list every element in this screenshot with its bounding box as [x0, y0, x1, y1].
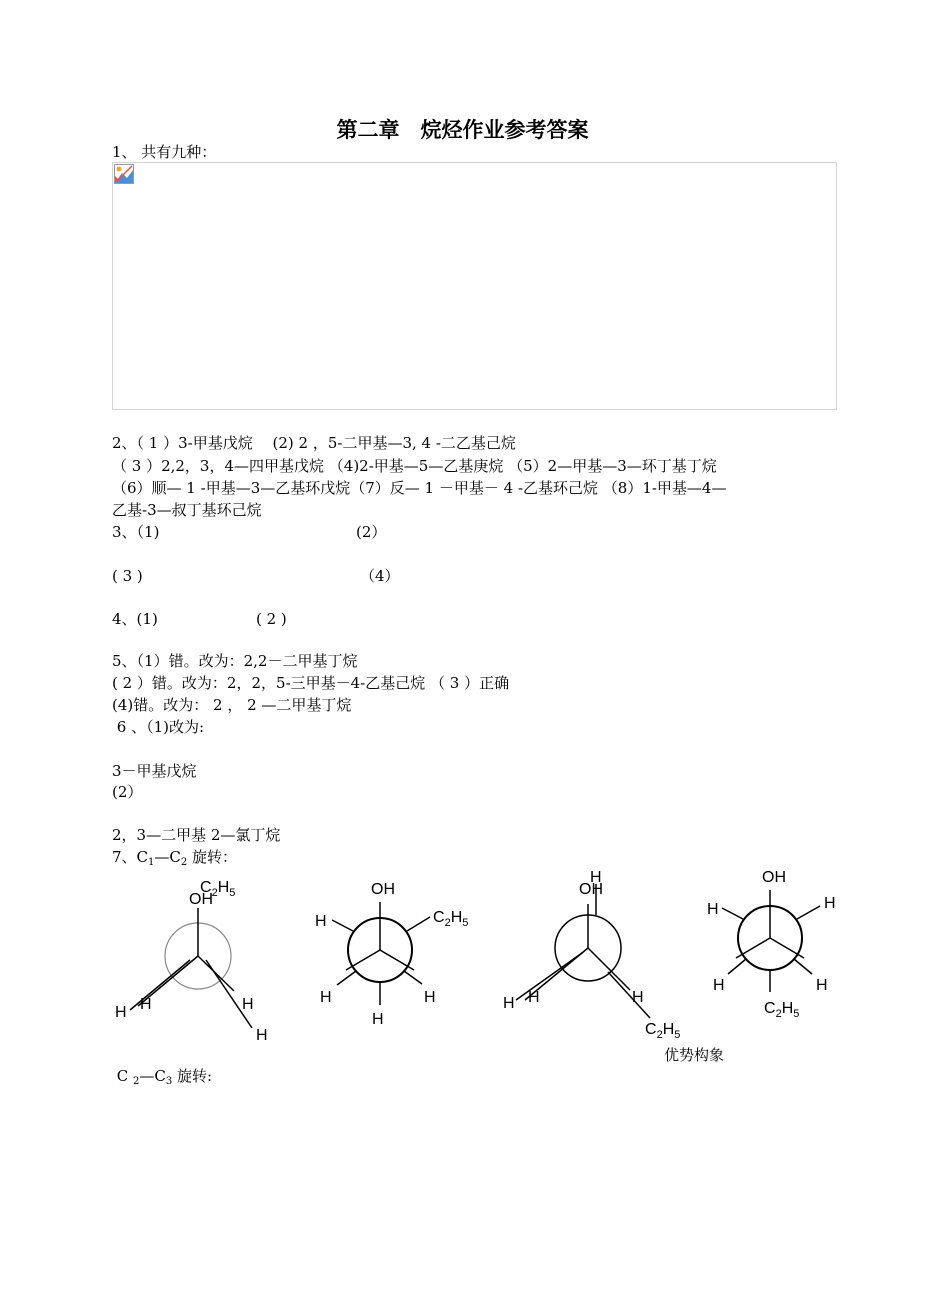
label-ethyl: $C_2H_5$ [645, 1021, 681, 1041]
question-4-item-1: 4、(1) [112, 610, 158, 628]
preferred-conformation-caption: 优势构象 [664, 1046, 725, 1064]
broken-image-icon [114, 164, 134, 184]
label-h: H [632, 989, 644, 1006]
question-5-line-2: ( 2 ）错。改为：2，2，5-三甲基－4-乙基己烷 （ 3 ）正确 [112, 674, 510, 692]
label-h: H [707, 901, 719, 918]
question-2-line-2: （ 3 ）2,2，3，4—四甲基戊烷 （4)2-甲基—5—乙基庚烷 （5）2—甲基—3—环丁基丁烷 [112, 457, 717, 475]
label-ethyl: $C_2H_5$ [764, 1000, 800, 1020]
label-oh: OH [371, 881, 395, 898]
question-6-line-2: 3－甲基戊烷 [112, 762, 197, 780]
question-3-item-2: (2） [356, 523, 387, 541]
question-3-item-1: 3、（1) [112, 523, 160, 541]
question-6-line-1: 6 、（1)改为: [112, 718, 205, 736]
structures-image-placeholder [112, 162, 837, 410]
label-h: H [372, 1011, 384, 1028]
question-5-line-3: (4)错。改为： 2 ， 2 —二甲基丁烷 [112, 696, 352, 714]
label-oh: OH [762, 869, 786, 886]
question-2-line-4: 乙基-3—叔丁基环己烷 [112, 501, 262, 519]
question-2-line-3: （6）顺— 1 -甲基—3—乙基环戊烷（7）反— 1 －甲基－ 4 -乙基环己烷 （8）1-甲基—4— [112, 479, 727, 497]
label-ethyl: $C_2H_5$ [433, 909, 469, 929]
question-3-item-3: ( 3 ) [112, 567, 143, 585]
question-2-line-1: 2、（ 1 ）3-甲基戊烷 (2) 2 ，5-二甲基—3, 4 -二乙基己烷 [112, 434, 516, 452]
label-h: H [315, 913, 327, 930]
label-ethyl: $C_2H_5$ [200, 879, 236, 899]
question-7-heading: 7、$C_1—C_2$ 旋转： [112, 848, 238, 868]
newman-projection-4 [707, 869, 836, 1020]
label-h: H [590, 869, 602, 886]
label-h: H [320, 989, 332, 1006]
question-6-line-4: 2，3—二甲基 2—氯丁烷 [112, 826, 281, 844]
question-4-item-2: ( 2 ) [256, 610, 287, 628]
label-oh: OH [189, 891, 213, 908]
label-oh: OH [579, 881, 603, 898]
label-h: H [256, 1027, 268, 1044]
newman-projection-3 [503, 869, 680, 1041]
label-h: H [242, 996, 254, 1013]
page-title: 第二章 烷烃作业参考答案 [336, 118, 589, 142]
label-h: H [503, 995, 515, 1012]
label-h: H [713, 977, 725, 994]
label-h: H [424, 989, 436, 1006]
label-h: H [816, 977, 828, 994]
label-h: H [824, 895, 836, 912]
newman-projection-2 [315, 881, 468, 1028]
question-5-line-1: 5、（1）错。改为：2,2－二甲基丁烷 [112, 652, 358, 670]
question-6-line-3: (2） [112, 783, 143, 801]
label-h: H [140, 996, 152, 1013]
question-1-text: 1、 共有九种： [112, 143, 217, 161]
newman-projection-1 [115, 879, 268, 1044]
newman-projections [0, 860, 950, 1050]
question-3-item-4: （4） [360, 567, 400, 585]
c2-c3-rotation-heading: C $_2—C_3$ 旋转: [112, 1067, 213, 1087]
label-h: H [115, 1004, 127, 1021]
label-h: H [528, 989, 540, 1006]
